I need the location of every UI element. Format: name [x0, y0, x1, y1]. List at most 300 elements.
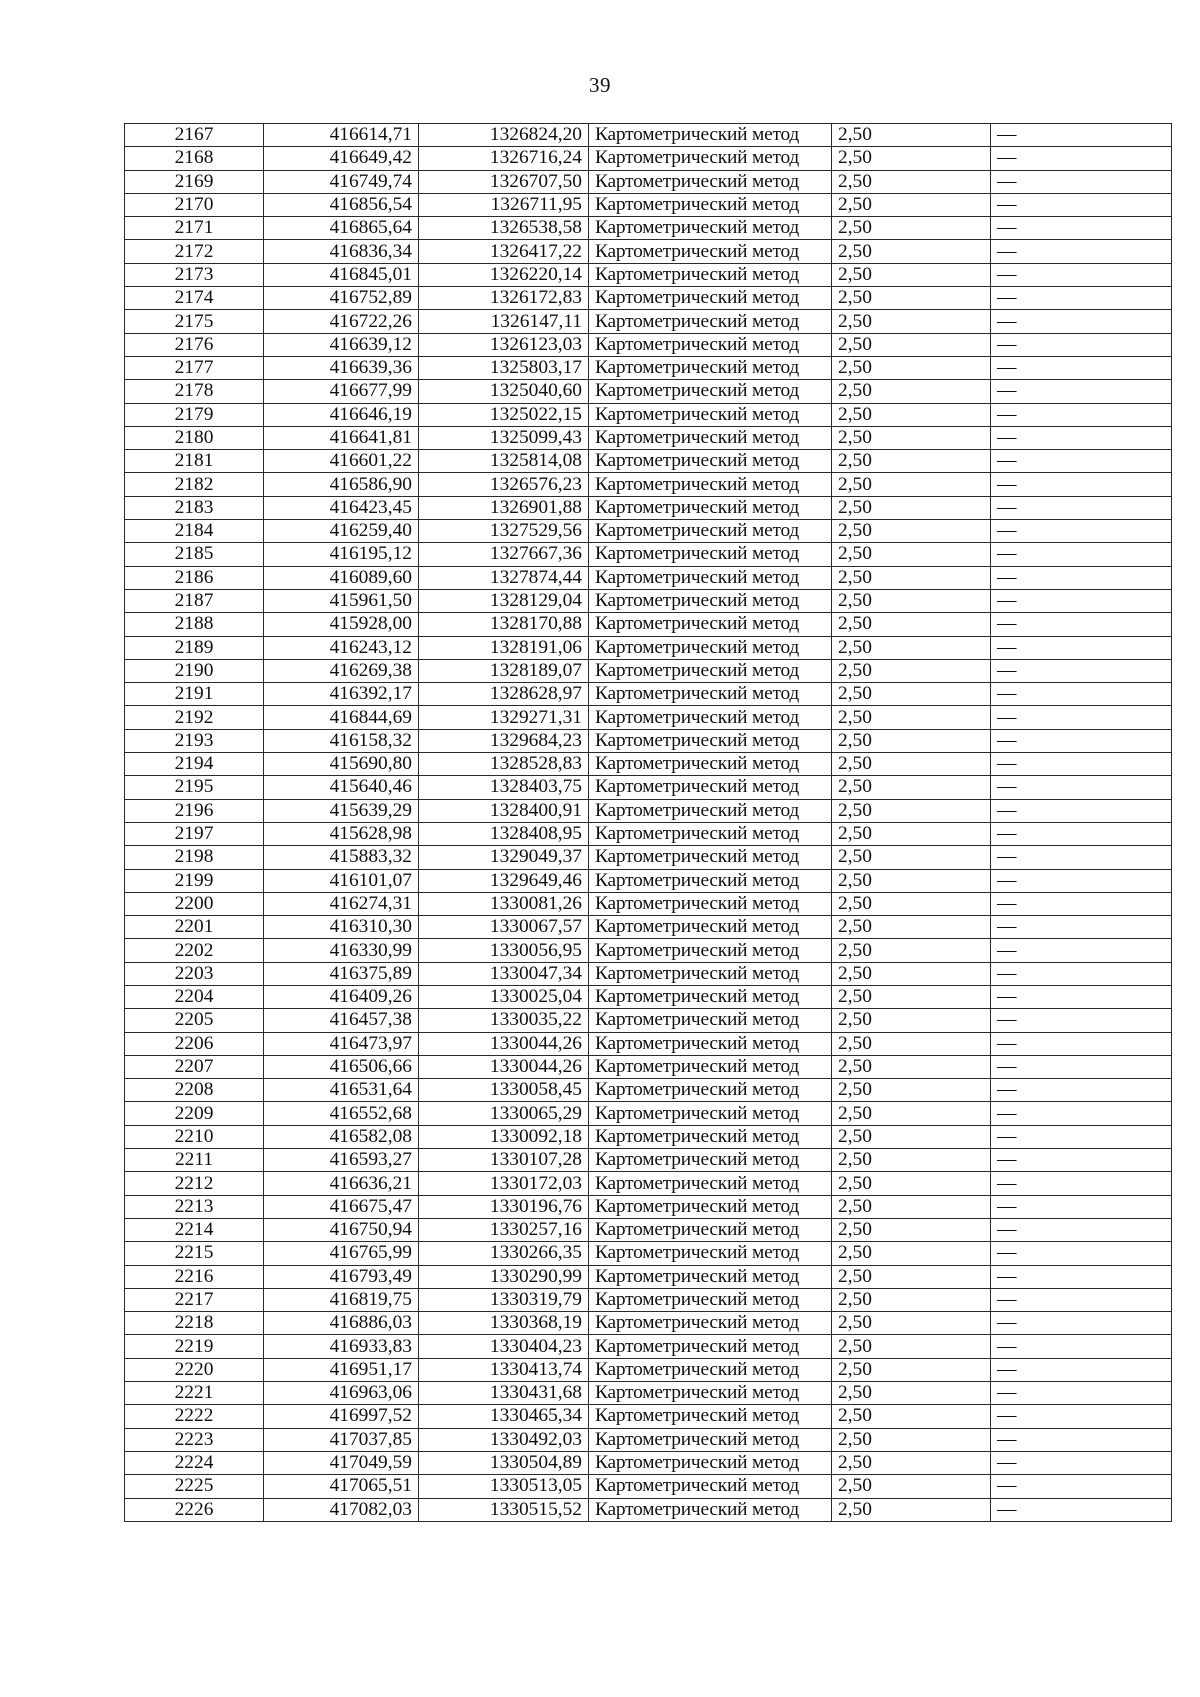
page-number: 39 [589, 73, 611, 97]
method-cell: Картометрический метод [589, 706, 832, 729]
x-coordinate-cell: 415883,32 [264, 846, 419, 869]
note-cell: — [991, 1312, 1172, 1335]
y-coordinate-cell: 1328189,07 [419, 659, 589, 682]
method-cell: Картометрический метод [589, 543, 832, 566]
table-row [125, 403, 1172, 426]
table-row [125, 124, 1172, 147]
accuracy-cell: 2,50 [832, 333, 991, 356]
note-cell: — [991, 706, 1172, 729]
accuracy-cell: 2,50 [832, 1428, 991, 1451]
y-coordinate-cell: 1326147,11 [419, 310, 589, 333]
y-coordinate-cell: 1328408,95 [419, 822, 589, 845]
y-coordinate-cell: 1329049,37 [419, 846, 589, 869]
x-coordinate-cell: 416646,19 [264, 403, 419, 426]
x-coordinate-cell: 416409,26 [264, 985, 419, 1008]
note-cell: — [991, 124, 1172, 147]
point-number-cell: 2214 [125, 1218, 264, 1241]
note-cell: — [991, 263, 1172, 286]
x-coordinate-cell: 416423,45 [264, 496, 419, 519]
point-number-cell: 2192 [125, 706, 264, 729]
accuracy-cell: 2,50 [832, 589, 991, 612]
method-cell: Картометрический метод [589, 263, 832, 286]
table-row [125, 1125, 1172, 1148]
accuracy-cell: 2,50 [832, 193, 991, 216]
method-cell: Картометрический метод [589, 1172, 832, 1195]
note-cell: — [991, 916, 1172, 939]
accuracy-cell: 2,50 [832, 520, 991, 543]
x-coordinate-cell: 416636,21 [264, 1172, 419, 1195]
point-number-cell: 2199 [125, 869, 264, 892]
x-coordinate-cell: 416392,17 [264, 683, 419, 706]
point-number-cell: 2203 [125, 962, 264, 985]
note-cell: — [991, 217, 1172, 240]
x-coordinate-cell: 416089,60 [264, 566, 419, 589]
y-coordinate-cell: 1326576,23 [419, 473, 589, 496]
x-coordinate-cell: 415961,50 [264, 589, 419, 612]
method-cell: Картометрический метод [589, 1312, 832, 1335]
y-coordinate-cell: 1330504,89 [419, 1451, 589, 1474]
point-number-cell: 2179 [125, 403, 264, 426]
point-number-cell: 2180 [125, 426, 264, 449]
x-coordinate-cell: 416601,22 [264, 450, 419, 473]
x-coordinate-cell: 416836,34 [264, 240, 419, 263]
y-coordinate-cell: 1330404,23 [419, 1335, 589, 1358]
table-row [125, 939, 1172, 962]
point-number-cell: 2202 [125, 939, 264, 962]
note-cell: — [991, 776, 1172, 799]
y-coordinate-cell: 1330035,22 [419, 1009, 589, 1032]
table-row [125, 589, 1172, 612]
table-row [125, 193, 1172, 216]
accuracy-cell: 2,50 [832, 1475, 991, 1498]
accuracy-cell: 2,50 [832, 1498, 991, 1521]
accuracy-cell: 2,50 [832, 1195, 991, 1218]
point-number-cell: 2191 [125, 683, 264, 706]
note-cell: — [991, 962, 1172, 985]
note-cell: — [991, 753, 1172, 776]
method-cell: Картометрический метод [589, 520, 832, 543]
point-number-cell: 2168 [125, 147, 264, 170]
accuracy-cell: 2,50 [832, 1358, 991, 1381]
point-number-cell: 2184 [125, 520, 264, 543]
table-row [125, 799, 1172, 822]
note-cell: — [991, 869, 1172, 892]
point-number-cell: 2216 [125, 1265, 264, 1288]
note-cell: — [991, 659, 1172, 682]
x-coordinate-cell: 416819,75 [264, 1288, 419, 1311]
accuracy-cell: 2,50 [832, 776, 991, 799]
accuracy-cell: 2,50 [832, 543, 991, 566]
table-row [125, 263, 1172, 286]
note-cell: — [991, 985, 1172, 1008]
point-number-cell: 2226 [125, 1498, 264, 1521]
note-cell: — [991, 1335, 1172, 1358]
method-cell: Картометрический метод [589, 1428, 832, 1451]
accuracy-cell: 2,50 [832, 636, 991, 659]
accuracy-cell: 2,50 [832, 1312, 991, 1335]
table-row [125, 822, 1172, 845]
x-coordinate-cell: 416963,06 [264, 1382, 419, 1405]
accuracy-cell: 2,50 [832, 356, 991, 379]
y-coordinate-cell: 1330257,16 [419, 1218, 589, 1241]
note-cell: — [991, 1172, 1172, 1195]
x-coordinate-cell: 415639,29 [264, 799, 419, 822]
method-cell: Картометрический метод [589, 450, 832, 473]
x-coordinate-cell: 416856,54 [264, 193, 419, 216]
x-coordinate-cell: 416997,52 [264, 1405, 419, 1428]
point-number-cell: 2210 [125, 1125, 264, 1148]
y-coordinate-cell: 1330492,03 [419, 1428, 589, 1451]
y-coordinate-cell: 1326172,83 [419, 287, 589, 310]
accuracy-cell: 2,50 [832, 473, 991, 496]
accuracy-cell: 2,50 [832, 450, 991, 473]
point-number-cell: 2198 [125, 846, 264, 869]
x-coordinate-cell: 416844,69 [264, 706, 419, 729]
table-row [125, 1218, 1172, 1241]
method-cell: Картометрический метод [589, 962, 832, 985]
accuracy-cell: 2,50 [832, 124, 991, 147]
accuracy-cell: 2,50 [832, 706, 991, 729]
table-row [125, 240, 1172, 263]
method-cell: Картометрический метод [589, 1032, 832, 1055]
method-cell: Картометрический метод [589, 566, 832, 589]
x-coordinate-cell: 416750,94 [264, 1218, 419, 1241]
accuracy-cell: 2,50 [832, 962, 991, 985]
note-cell: — [991, 1102, 1172, 1125]
method-cell: Картометрический метод [589, 636, 832, 659]
table-row [125, 776, 1172, 799]
accuracy-cell: 2,50 [832, 753, 991, 776]
point-number-cell: 2190 [125, 659, 264, 682]
y-coordinate-cell: 1330092,18 [419, 1125, 589, 1148]
table-row [125, 1405, 1172, 1428]
accuracy-cell: 2,50 [832, 1102, 991, 1125]
note-cell: — [991, 799, 1172, 822]
y-coordinate-cell: 1330067,57 [419, 916, 589, 939]
point-number-cell: 2222 [125, 1405, 264, 1428]
point-number-cell: 2183 [125, 496, 264, 519]
point-number-cell: 2195 [125, 776, 264, 799]
y-coordinate-cell: 1328170,88 [419, 613, 589, 636]
method-cell: Картометрический метод [589, 1288, 832, 1311]
y-coordinate-cell: 1330044,26 [419, 1032, 589, 1055]
method-cell: Картометрический метод [589, 1498, 832, 1521]
method-cell: Картометрический метод [589, 1218, 832, 1241]
accuracy-cell: 2,50 [832, 985, 991, 1008]
method-cell: Картометрический метод [589, 1055, 832, 1078]
table-row [125, 916, 1172, 939]
note-cell: — [991, 1288, 1172, 1311]
accuracy-cell: 2,50 [832, 729, 991, 752]
point-number-cell: 2209 [125, 1102, 264, 1125]
method-cell: Картометрический метод [589, 1125, 832, 1148]
table-row [125, 1475, 1172, 1498]
point-number-cell: 2193 [125, 729, 264, 752]
x-coordinate-cell: 416865,64 [264, 217, 419, 240]
point-number-cell: 2211 [125, 1149, 264, 1172]
x-coordinate-cell: 416677,99 [264, 380, 419, 403]
point-number-cell: 2204 [125, 985, 264, 1008]
y-coordinate-cell: 1330513,05 [419, 1475, 589, 1498]
table-row [125, 1055, 1172, 1078]
accuracy-cell: 2,50 [832, 263, 991, 286]
method-cell: Картометрический метод [589, 1195, 832, 1218]
table-row [125, 287, 1172, 310]
table-row [125, 217, 1172, 240]
point-number-cell: 2215 [125, 1242, 264, 1265]
x-coordinate-cell: 416259,40 [264, 520, 419, 543]
x-coordinate-cell: 416793,49 [264, 1265, 419, 1288]
point-number-cell: 2174 [125, 287, 264, 310]
table-row [125, 869, 1172, 892]
table-row [125, 1498, 1172, 1521]
point-number-cell: 2171 [125, 217, 264, 240]
point-number-cell: 2218 [125, 1312, 264, 1335]
x-coordinate-cell: 416531,64 [264, 1079, 419, 1102]
method-cell: Картометрический метод [589, 1358, 832, 1381]
note-cell: — [991, 450, 1172, 473]
table-row [125, 729, 1172, 752]
table-row [125, 1312, 1172, 1335]
point-number-cell: 2201 [125, 916, 264, 939]
note-cell: — [991, 333, 1172, 356]
table-row [125, 985, 1172, 1008]
note-cell: — [991, 287, 1172, 310]
table-row [125, 310, 1172, 333]
table-row [125, 520, 1172, 543]
method-cell: Картометрический метод [589, 310, 832, 333]
table-row [125, 753, 1172, 776]
note-cell: — [991, 473, 1172, 496]
note-cell: — [991, 1451, 1172, 1474]
x-coordinate-cell: 416593,27 [264, 1149, 419, 1172]
y-coordinate-cell: 1327667,36 [419, 543, 589, 566]
note-cell: — [991, 496, 1172, 519]
table-row [125, 1195, 1172, 1218]
table-row [125, 426, 1172, 449]
note-cell: — [991, 613, 1172, 636]
accuracy-cell: 2,50 [832, 566, 991, 589]
table-row [125, 613, 1172, 636]
point-number-cell: 2207 [125, 1055, 264, 1078]
method-cell: Картометрический метод [589, 170, 832, 193]
accuracy-cell: 2,50 [832, 892, 991, 915]
method-cell: Картометрический метод [589, 287, 832, 310]
y-coordinate-cell: 1330465,34 [419, 1405, 589, 1428]
note-cell: — [991, 1149, 1172, 1172]
table-row [125, 1149, 1172, 1172]
method-cell: Картометрический метод [589, 659, 832, 682]
point-number-cell: 2224 [125, 1451, 264, 1474]
table-row [125, 450, 1172, 473]
method-cell: Картометрический метод [589, 1079, 832, 1102]
table-row [125, 380, 1172, 403]
point-number-cell: 2169 [125, 170, 264, 193]
table-row [125, 356, 1172, 379]
x-coordinate-cell: 416641,81 [264, 426, 419, 449]
point-number-cell: 2173 [125, 263, 264, 286]
method-cell: Картометрический метод [589, 916, 832, 939]
accuracy-cell: 2,50 [832, 1149, 991, 1172]
y-coordinate-cell: 1330515,52 [419, 1498, 589, 1521]
note-cell: — [991, 1125, 1172, 1148]
table-row [125, 543, 1172, 566]
point-number-cell: 2185 [125, 543, 264, 566]
point-number-cell: 2206 [125, 1032, 264, 1055]
point-number-cell: 2219 [125, 1335, 264, 1358]
method-cell: Картометрический метод [589, 729, 832, 752]
accuracy-cell: 2,50 [832, 1242, 991, 1265]
method-cell: Картометрический метод [589, 217, 832, 240]
y-coordinate-cell: 1326123,03 [419, 333, 589, 356]
y-coordinate-cell: 1330056,95 [419, 939, 589, 962]
method-cell: Картометрический метод [589, 403, 832, 426]
y-coordinate-cell: 1326417,22 [419, 240, 589, 263]
accuracy-cell: 2,50 [832, 1382, 991, 1405]
table-row [125, 1428, 1172, 1451]
method-cell: Картометрический метод [589, 1475, 832, 1498]
accuracy-cell: 2,50 [832, 287, 991, 310]
table-row [125, 1335, 1172, 1358]
accuracy-cell: 2,50 [832, 403, 991, 426]
point-number-cell: 2213 [125, 1195, 264, 1218]
x-coordinate-cell: 416274,31 [264, 892, 419, 915]
y-coordinate-cell: 1330107,28 [419, 1149, 589, 1172]
y-coordinate-cell: 1326707,50 [419, 170, 589, 193]
note-cell: — [991, 892, 1172, 915]
accuracy-cell: 2,50 [832, 1125, 991, 1148]
x-coordinate-cell: 416330,99 [264, 939, 419, 962]
table-body [125, 124, 1172, 1522]
x-coordinate-cell: 416158,32 [264, 729, 419, 752]
x-coordinate-cell: 416752,89 [264, 287, 419, 310]
point-number-cell: 2208 [125, 1079, 264, 1102]
x-coordinate-cell: 416675,47 [264, 1195, 419, 1218]
x-coordinate-cell: 416765,99 [264, 1242, 419, 1265]
table-row [125, 473, 1172, 496]
y-coordinate-cell: 1329271,31 [419, 706, 589, 729]
table-row [125, 1032, 1172, 1055]
y-coordinate-cell: 1330172,03 [419, 1172, 589, 1195]
point-number-cell: 2200 [125, 892, 264, 915]
x-coordinate-cell: 416722,26 [264, 310, 419, 333]
note-cell: — [991, 543, 1172, 566]
note-cell: — [991, 729, 1172, 752]
note-cell: — [991, 1079, 1172, 1102]
point-number-cell: 2177 [125, 356, 264, 379]
x-coordinate-cell: 416933,83 [264, 1335, 419, 1358]
point-number-cell: 2221 [125, 1382, 264, 1405]
method-cell: Картометрический метод [589, 892, 832, 915]
y-coordinate-cell: 1325814,08 [419, 450, 589, 473]
y-coordinate-cell: 1329684,23 [419, 729, 589, 752]
method-cell: Картометрический метод [589, 1265, 832, 1288]
x-coordinate-cell: 416639,36 [264, 356, 419, 379]
table-row [125, 1079, 1172, 1102]
accuracy-cell: 2,50 [832, 799, 991, 822]
x-coordinate-cell: 417082,03 [264, 1498, 419, 1521]
point-number-cell: 2187 [125, 589, 264, 612]
y-coordinate-cell: 1330319,79 [419, 1288, 589, 1311]
note-cell: — [991, 1242, 1172, 1265]
accuracy-cell: 2,50 [832, 683, 991, 706]
accuracy-cell: 2,50 [832, 939, 991, 962]
note-cell: — [991, 683, 1172, 706]
note-cell: — [991, 589, 1172, 612]
method-cell: Картометрический метод [589, 1382, 832, 1405]
table-row [125, 706, 1172, 729]
x-coordinate-cell: 416269,38 [264, 659, 419, 682]
note-cell: — [991, 520, 1172, 543]
y-coordinate-cell: 1326711,95 [419, 193, 589, 216]
point-number-cell: 2189 [125, 636, 264, 659]
table-row [125, 892, 1172, 915]
y-coordinate-cell: 1330431,68 [419, 1382, 589, 1405]
method-cell: Картометрический метод [589, 1149, 832, 1172]
y-coordinate-cell: 1326220,14 [419, 263, 589, 286]
table-row [125, 846, 1172, 869]
point-number-cell: 2172 [125, 240, 264, 263]
note-cell: — [991, 1265, 1172, 1288]
note-cell: — [991, 939, 1172, 962]
table-row [125, 147, 1172, 170]
table-row [125, 1288, 1172, 1311]
x-coordinate-cell: 416586,90 [264, 473, 419, 496]
y-coordinate-cell: 1328403,75 [419, 776, 589, 799]
table-row [125, 170, 1172, 193]
y-coordinate-cell: 1328191,06 [419, 636, 589, 659]
x-coordinate-cell: 415640,46 [264, 776, 419, 799]
y-coordinate-cell: 1326538,58 [419, 217, 589, 240]
y-coordinate-cell: 1330058,45 [419, 1079, 589, 1102]
point-number-cell: 2186 [125, 566, 264, 589]
accuracy-cell: 2,50 [832, 1172, 991, 1195]
accuracy-cell: 2,50 [832, 1335, 991, 1358]
table-row [125, 496, 1172, 519]
point-number-cell: 2167 [125, 124, 264, 147]
note-cell: — [991, 636, 1172, 659]
method-cell: Картометрический метод [589, 496, 832, 519]
y-coordinate-cell: 1328628,97 [419, 683, 589, 706]
y-coordinate-cell: 1328400,91 [419, 799, 589, 822]
y-coordinate-cell: 1327529,56 [419, 520, 589, 543]
accuracy-cell: 2,50 [832, 1218, 991, 1241]
point-number-cell: 2182 [125, 473, 264, 496]
x-coordinate-cell: 416243,12 [264, 636, 419, 659]
point-number-cell: 2181 [125, 450, 264, 473]
method-cell: Картометрический метод [589, 240, 832, 263]
x-coordinate-cell: 416195,12 [264, 543, 419, 566]
method-cell: Картометрический метод [589, 1242, 832, 1265]
table-row [125, 1242, 1172, 1265]
y-coordinate-cell: 1326824,20 [419, 124, 589, 147]
method-cell: Картометрический метод [589, 985, 832, 1008]
accuracy-cell: 2,50 [832, 1288, 991, 1311]
note-cell: — [991, 846, 1172, 869]
accuracy-cell: 2,50 [832, 1265, 991, 1288]
y-coordinate-cell: 1330047,34 [419, 962, 589, 985]
method-cell: Картометрический метод [589, 380, 832, 403]
x-coordinate-cell: 417065,51 [264, 1475, 419, 1498]
note-cell: — [991, 380, 1172, 403]
note-cell: — [991, 1032, 1172, 1055]
y-coordinate-cell: 1330025,04 [419, 985, 589, 1008]
note-cell: — [991, 1475, 1172, 1498]
table-row [125, 1265, 1172, 1288]
accuracy-cell: 2,50 [832, 1451, 991, 1474]
x-coordinate-cell: 416101,07 [264, 869, 419, 892]
point-number-cell: 2194 [125, 753, 264, 776]
